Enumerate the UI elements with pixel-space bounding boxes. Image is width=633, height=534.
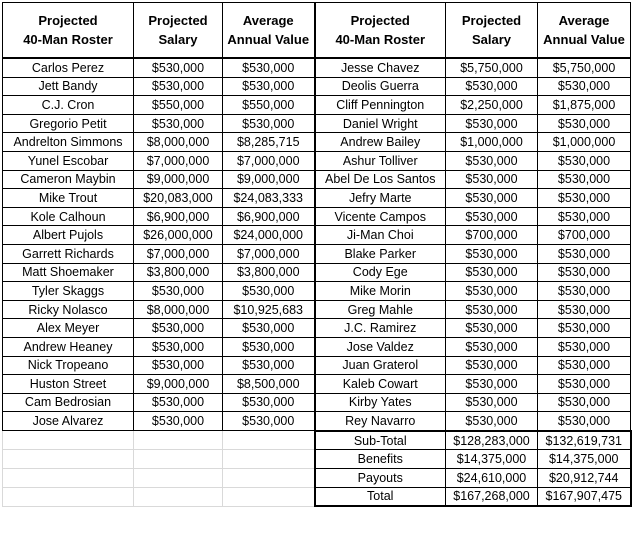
left-player-salary: $530,000	[134, 282, 223, 301]
right-player-salary: $530,000	[446, 244, 538, 263]
left-player-name: Tyler Skaggs	[3, 282, 134, 301]
left-player-aav: $530,000	[223, 412, 315, 431]
blank-cell	[3, 487, 134, 506]
right-player-name: Kaleb Cowart	[315, 375, 446, 394]
right-player-name: Vicente Campos	[315, 207, 446, 226]
right-player-aav: $530,000	[538, 393, 631, 412]
left-player-aav: $8,285,715	[223, 133, 315, 152]
right-player-name: Jefry Marte	[315, 189, 446, 208]
right-player-name: Andrew Bailey	[315, 133, 446, 152]
summary-label: Benefits	[315, 450, 446, 469]
left-player-name: Jett Bandy	[3, 77, 134, 96]
left-player-salary: $20,083,000	[134, 189, 223, 208]
left-player-salary: $550,000	[134, 96, 223, 115]
right-player-name: Juan Graterol	[315, 356, 446, 375]
table-row	[3, 207, 631, 226]
blank-cell	[223, 431, 315, 450]
table-row	[3, 300, 631, 319]
right-player-salary: $5,750,000	[446, 58, 538, 77]
table-row	[3, 114, 631, 133]
left-player-salary: $7,000,000	[134, 244, 223, 263]
blank-cell	[223, 450, 315, 469]
right-player-aav: $530,000	[538, 151, 631, 170]
table-row	[3, 96, 631, 115]
table-row	[3, 412, 631, 431]
table-row	[3, 151, 631, 170]
right-player-name: Jesse Chavez	[315, 58, 446, 77]
summary-label: Sub-Total	[315, 431, 446, 450]
blank-cell	[134, 469, 223, 488]
blank-cell	[223, 487, 315, 506]
right-player-salary: $530,000	[446, 77, 538, 96]
table-row	[3, 375, 631, 394]
summary-aav: $14,375,000	[538, 450, 631, 469]
right-player-aav: $530,000	[538, 412, 631, 431]
left-player-salary: $530,000	[134, 58, 223, 77]
right-player-salary: $2,250,000	[446, 96, 538, 115]
left-player-name: Nick Tropeano	[3, 356, 134, 375]
table-row	[3, 393, 631, 412]
summary-row	[3, 431, 631, 450]
right-player-salary: $530,000	[446, 412, 538, 431]
header-right-aav: Average Annual Value	[538, 3, 631, 59]
summary-row	[3, 487, 631, 506]
left-player-aav: $9,000,000	[223, 170, 315, 189]
right-player-salary: $530,000	[446, 189, 538, 208]
header-right-roster: Projected 40-Man Roster	[315, 3, 446, 59]
left-player-name: Ricky Nolasco	[3, 300, 134, 319]
blank-cell	[134, 450, 223, 469]
left-player-name: Albert Pujols	[3, 226, 134, 245]
left-player-name: Huston Street	[3, 375, 134, 394]
right-player-aav: $530,000	[538, 114, 631, 133]
left-player-salary: $9,000,000	[134, 170, 223, 189]
left-player-aav: $530,000	[223, 77, 315, 96]
table-row	[3, 282, 631, 301]
right-player-salary: $530,000	[446, 170, 538, 189]
left-player-name: Mike Trout	[3, 189, 134, 208]
right-player-aav: $700,000	[538, 226, 631, 245]
right-player-name: Ji-Man Choi	[315, 226, 446, 245]
table-row	[3, 226, 631, 245]
summary-row	[3, 450, 631, 469]
right-player-aav: $530,000	[538, 300, 631, 319]
right-player-name: Blake Parker	[315, 244, 446, 263]
blank-cell	[134, 431, 223, 450]
right-player-name: Jose Valdez	[315, 337, 446, 356]
right-player-name: Mike Morin	[315, 282, 446, 301]
left-player-salary: $530,000	[134, 77, 223, 96]
left-player-aav: $530,000	[223, 114, 315, 133]
right-player-salary: $530,000	[446, 114, 538, 133]
left-player-salary: $26,000,000	[134, 226, 223, 245]
right-player-name: Rey Navarro	[315, 412, 446, 431]
left-player-salary: $9,000,000	[134, 375, 223, 394]
header-right-salary: Projected Salary	[446, 3, 538, 59]
right-player-name: Kirby Yates	[315, 393, 446, 412]
right-player-name: J.C. Ramirez	[315, 319, 446, 338]
right-player-aav: $530,000	[538, 375, 631, 394]
blank-cell	[3, 469, 134, 488]
right-player-aav: $530,000	[538, 263, 631, 282]
right-player-salary: $1,000,000	[446, 133, 538, 152]
summary-salary: $167,268,000	[446, 487, 538, 506]
header-row	[3, 3, 631, 59]
right-player-aav: $530,000	[538, 77, 631, 96]
blank-cell	[134, 487, 223, 506]
table-row	[3, 263, 631, 282]
left-player-name: Alex Meyer	[3, 319, 134, 338]
right-player-salary: $530,000	[446, 207, 538, 226]
right-player-aav: $530,000	[538, 170, 631, 189]
right-player-salary: $530,000	[446, 282, 538, 301]
left-player-aav: $530,000	[223, 337, 315, 356]
left-player-name: Yunel Escobar	[3, 151, 134, 170]
right-player-name: Abel De Los Santos	[315, 170, 446, 189]
summary-salary: $128,283,000	[446, 431, 538, 450]
left-player-name: Cam Bedrosian	[3, 393, 134, 412]
left-player-aav: $530,000	[223, 58, 315, 77]
blank-cell	[3, 431, 134, 450]
left-player-aav: $8,500,000	[223, 375, 315, 394]
left-player-name: Cameron Maybin	[3, 170, 134, 189]
table-row	[3, 356, 631, 375]
right-player-aav: $530,000	[538, 207, 631, 226]
right-player-aav: $1,875,000	[538, 96, 631, 115]
table-row	[3, 189, 631, 208]
table-row	[3, 77, 631, 96]
right-player-salary: $530,000	[446, 375, 538, 394]
left-player-aav: $7,000,000	[223, 244, 315, 263]
right-player-aav: $530,000	[538, 337, 631, 356]
left-player-salary: $530,000	[134, 412, 223, 431]
left-player-name: Carlos Perez	[3, 58, 134, 77]
left-player-aav: $7,000,000	[223, 151, 315, 170]
right-player-aav: $530,000	[538, 319, 631, 338]
summary-label: Total	[315, 487, 446, 506]
right-player-salary: $530,000	[446, 337, 538, 356]
left-player-aav: $530,000	[223, 319, 315, 338]
right-player-salary: $530,000	[446, 356, 538, 375]
summary-label: Payouts	[315, 469, 446, 488]
right-player-salary: $530,000	[446, 151, 538, 170]
left-player-salary: $530,000	[134, 337, 223, 356]
left-player-name: C.J. Cron	[3, 96, 134, 115]
right-player-name: Cody Ege	[315, 263, 446, 282]
left-player-aav: $3,800,000	[223, 263, 315, 282]
right-player-aav: $530,000	[538, 189, 631, 208]
left-player-name: Kole Calhoun	[3, 207, 134, 226]
table-row	[3, 319, 631, 338]
header-left-roster: Projected 40-Man Roster	[3, 3, 134, 59]
summary-aav: $167,907,475	[538, 487, 631, 506]
right-player-name: Daniel Wright	[315, 114, 446, 133]
left-player-aav: $6,900,000	[223, 207, 315, 226]
left-player-aav: $24,000,000	[223, 226, 315, 245]
table-row	[3, 170, 631, 189]
summary-aav: $20,912,744	[538, 469, 631, 488]
left-player-name: Gregorio Petit	[3, 114, 134, 133]
left-player-name: Andrew Heaney	[3, 337, 134, 356]
left-player-salary: $530,000	[134, 114, 223, 133]
left-player-aav: $530,000	[223, 393, 315, 412]
left-player-salary: $6,900,000	[134, 207, 223, 226]
summary-aav: $132,619,731	[538, 431, 631, 450]
right-player-aav: $5,750,000	[538, 58, 631, 77]
header-left-aav: Average Annual Value	[223, 3, 315, 59]
left-player-salary: $530,000	[134, 356, 223, 375]
left-player-aav: $10,925,683	[223, 300, 315, 319]
blank-cell	[223, 469, 315, 488]
left-player-name: Garrett Richards	[3, 244, 134, 263]
left-player-name: Matt Shoemaker	[3, 263, 134, 282]
roster-table	[2, 2, 632, 507]
left-player-aav: $530,000	[223, 282, 315, 301]
summary-salary: $24,610,000	[446, 469, 538, 488]
left-player-aav: $550,000	[223, 96, 315, 115]
table-row	[3, 58, 631, 77]
table-row	[3, 337, 631, 356]
right-player-salary: $530,000	[446, 319, 538, 338]
summary-row	[3, 469, 631, 488]
left-player-salary: $3,800,000	[134, 263, 223, 282]
left-player-aav: $24,083,333	[223, 189, 315, 208]
right-player-name: Cliff Pennington	[315, 96, 446, 115]
header-left-salary: Projected Salary	[134, 3, 223, 59]
left-player-salary: $530,000	[134, 319, 223, 338]
blank-cell	[3, 450, 134, 469]
right-player-aav: $1,000,000	[538, 133, 631, 152]
summary-salary: $14,375,000	[446, 450, 538, 469]
table-row	[3, 133, 631, 152]
right-player-aav: $530,000	[538, 244, 631, 263]
right-player-salary: $700,000	[446, 226, 538, 245]
right-player-name: Greg Mahle	[315, 300, 446, 319]
right-player-salary: $530,000	[446, 393, 538, 412]
right-player-name: Ashur Tolliver	[315, 151, 446, 170]
left-player-salary: $530,000	[134, 393, 223, 412]
left-player-name: Jose Alvarez	[3, 412, 134, 431]
left-player-salary: $8,000,000	[134, 300, 223, 319]
right-player-salary: $530,000	[446, 300, 538, 319]
right-player-salary: $530,000	[446, 263, 538, 282]
table-row	[3, 244, 631, 263]
left-player-salary: $8,000,000	[134, 133, 223, 152]
left-player-name: Andrelton Simmons	[3, 133, 134, 152]
left-player-aav: $530,000	[223, 356, 315, 375]
right-player-aav: $530,000	[538, 282, 631, 301]
left-player-salary: $7,000,000	[134, 151, 223, 170]
right-player-aav: $530,000	[538, 356, 631, 375]
right-player-name: Deolis Guerra	[315, 77, 446, 96]
